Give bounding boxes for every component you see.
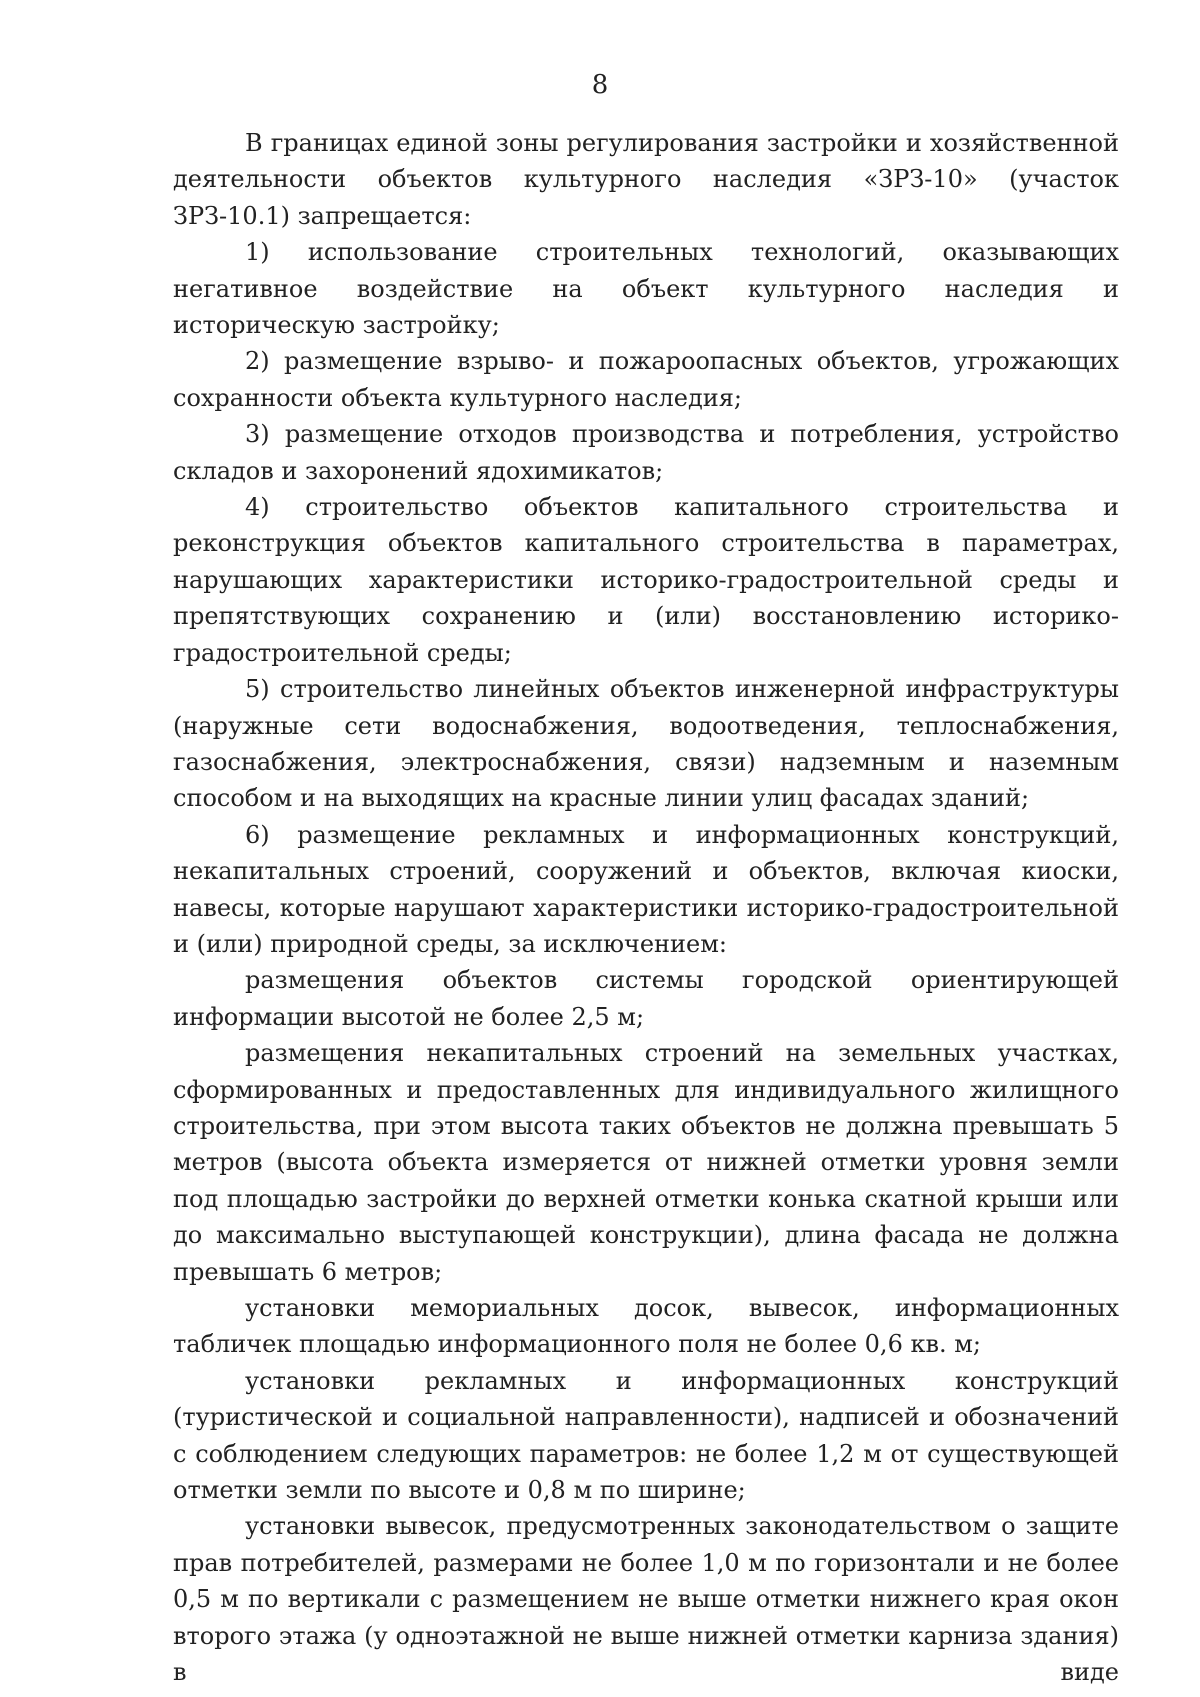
page-number: 8	[591, 70, 609, 100]
paragraph-exception-1: размещения объектов системы городской ориентирующей информации высотой не более 2,5 м;	[173, 966, 1119, 1031]
paragraph-exception-3: установки мемориальных досок, вывесок, информационных табличек площадью информационного поля не более 0,6 кв. м;	[173, 1294, 1119, 1359]
paragraph-item-5: 5) строительство линейных объектов инженерной инфраструктуры (наружные сети водоснабжения, водоотведения, теплоснабжения, газоснабжения, электроснабжения, связи) надземным и наземным способом и на выходящих на красные линии улиц фасадах зданий;	[173, 675, 1119, 813]
paragraph-item-1: 1) использование строительных технологий, оказывающих негативное воздействие на объект культурного наследия и историческую застройку;	[173, 238, 1119, 340]
paragraph-item-3: 3) размещение отходов производства и потребления, устройство складов и захоронений ядохимикатов;	[173, 420, 1119, 485]
paragraph-item-2: 2) размещение взрыво- и пожароопасных объектов, угрожающих сохранности объекта культурного наследия;	[173, 347, 1119, 412]
paragraph-exception-4: установки рекламных и информационных конструкций (туристической и социальной направленности), надписей и обозначений с соблюдением следующих параметров: не более 1,2 м от существующей отметки земли по высоте и 0,8 м по ширине;	[173, 1366, 1119, 1505]
paragraph-item-4: 4) строительство объектов капитального строительства и реконструкция объектов капитального строительства в параметрах, нарушающих характеристики историко-градостроительной среды и препятствующих сохранению и (или) восстановлению историко-градостроительной среды;	[173, 493, 1119, 667]
paragraph-item-6: 6) размещение рекламных и информационных конструкций, некапитальных строений, сооружений и объектов, включая киоски, навесы, которые нарушают характеристики историко-градостроительной и (или) природной среды, за исключением:	[173, 820, 1119, 958]
paragraph-intro: В границах единой зоны регулирования застройки и хозяйственной деятельности объектов культурного наследия «ЗРЗ-10» (участок ЗРЗ-10.1) запрещается:	[173, 129, 1119, 230]
paragraph-exception-5: установки вывесок, предусмотренных законодательством о защите прав потребителей, размерами не более 1,0 м по горизонтали и не более 0,5 м по вертикали с размещением не выше отметки нижнего края окон второго этажа (у одноэтажной не выше нижней отметки карниза здания) в виде	[173, 1512, 1119, 1687]
paragraph-exception-2: размещения некапитальных строений на земельных участках, сформированных и предоставленных для индивидуального жилищного строительства, при этом высота таких объектов не должна превышать 5 метров (высота объекта измеряется от нижней отметки уровня земли под площадью застройки до верхней отметки конька скатной крыши или до максимально выступающей конструкции), длина фасада не должна превышать 6 метров;	[173, 1039, 1119, 1286]
document-body	[173, 125, 1119, 1690]
